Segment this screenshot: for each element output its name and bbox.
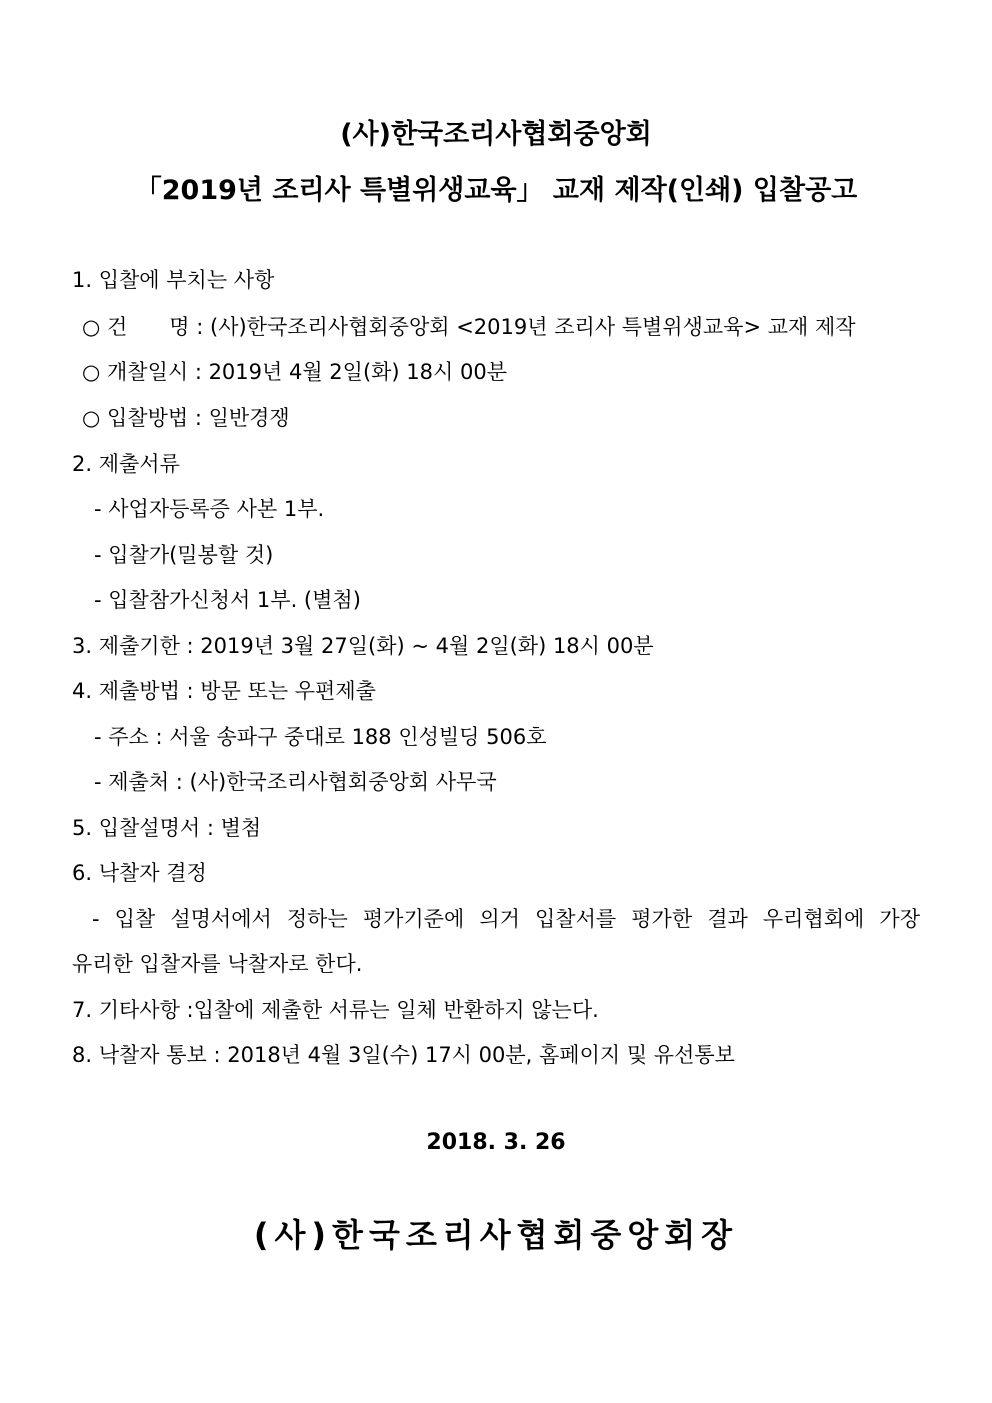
section-6-heading: 6. 낙찰자 결정 [72,861,207,885]
section-3-deadline: 3. 제출기한 : 2019년 3월 27일(화) ~ 4월 2일(화) 18시 00분 [72,634,654,658]
organization-title: (사)한국조리사협회중앙회 [340,119,652,150]
section-8-heading: 8. 낙찰자 통보 : 2018년 4월 3일(수) 17시 00분, 홈페이지 및 유선통보 [72,1043,735,1067]
section-6-text-line-1: - 입찰 설명서에서 정하는 평가기준에 의거 입찰서를 평가한 결과 우리협회에 가장 [92,907,920,931]
signature: (사)한국조리사협회중앙회장 [253,1216,739,1254]
section-1-item-bid-method: ○ 입찰방법 : 일반경쟁 [82,406,290,430]
section-1-heading: 1. 입찰에 부치는 사항 [72,268,275,292]
section-2-item-business-license: - 사업자등록증 사본 1부. [94,497,325,521]
section-4-item-recipient: - 제출처 : (사)한국조리사협회중앙회 사무국 [94,770,497,794]
section-1-item-name: ○ 건 명 : (사)한국조리사협회중앙회 <2019년 조리사 특별위생교육> 교재 제작 [82,315,856,339]
section-2-item-application: - 입찰참가신청서 1부. (별첨) [94,588,361,612]
section-2-heading: 2. 제출서류 [72,452,180,476]
section-6-text-line-2: 유리한 입찰자를 낙찰자로 한다. [72,952,363,976]
section-5-heading: 5. 입찰설명서 : 별첨 [72,816,262,840]
section-4-item-address: - 주소 : 서울 송파구 중대로 188 인성빌딩 506호 [94,725,547,749]
section-2-item-bid-price: - 입찰가(밀봉할 것) [94,543,274,567]
notice-date: 2018. 3. 26 [426,1130,566,1155]
section-4-heading: 4. 제출방법 : 방문 또는 우편제출 [72,679,376,703]
section-1-item-opening-date: ○ 개찰일시 : 2019년 4월 2일(화) 18시 00분 [82,360,507,384]
notice-title: 「2019년 조리사 특별위생교육」 교재 제작(인쇄) 입찰공고 [134,175,858,206]
section-7-heading: 7. 기타사항 :입찰에 제출한 서류는 일체 반환하지 않는다. [72,998,599,1022]
